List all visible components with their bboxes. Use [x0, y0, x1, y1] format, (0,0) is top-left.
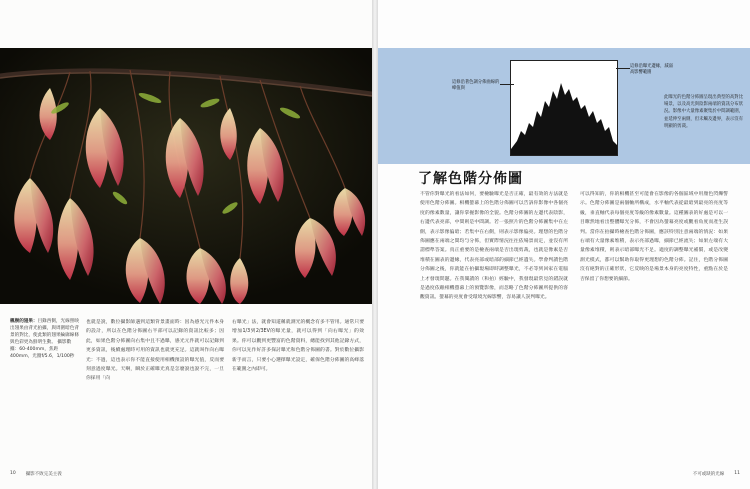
histogram-graphic: [511, 61, 617, 155]
histogram-chart: [510, 60, 618, 156]
left-book-title: 攝影不敗完美主義: [25, 472, 62, 477]
right-footer: [693, 471, 740, 477]
right-page: [378, 0, 750, 489]
left-body-column-2: 右曝光」法，就會知道稱就測光的概念有多不管用。通常只要增加1/3到2/3EV的曝光量，就可以得到「向右曝光」的效果。你可以觀到更豐富的色階資料，總能找到其他記錄方式，你可以先作好許多探討曝光和色階分佈圖的書。對於數位攝影新手而言，只要小心選擇曝光設定，確保色階分佈圖的高峰落在範圍之內即可。: [232, 320, 364, 373]
caption-text: 目錄西側，光線照映出翅果由背光拍攝，與周圍暗色背景的對比，使此類的翅果輪廓線條與色彩更為鮮明生動。 攝影數據：60-400mm，焦距 400mm，光圈f/5.6，1/100秒: [10, 319, 79, 359]
annotation-leader-left: [500, 84, 514, 85]
right-body-column-2: 可以得知的，你的相機甚至可能會在影像的各個區域中用顏色閃爍警示。色階分佈圖是兩個軸所構成，水平軸代表從最暗到最亮的亮度等級，垂直軸代表每個亮度等級的像素數量。這種圖表的好處是可以一目瞭然地看出整體曝光分佈，不會因為螢幕亮度或觀看角度而產生誤判。當你在拍攝時檢查色階分佈圖，應該特別注意兩端的情況：如果右端有大量像素堆積，表示亮部過曝，細節已經流失；如果左端有大量像素堆積，則表示暗部曝光不足。適度的調整曝光補償，或是改變測光模式，都可以幫助你取得更理想的色階分佈。記住，色階分佈圖沒有絕對的正確形狀，它反映的是場景本身的亮度特性，重點在於是否保留了你想要的細節。: [580, 192, 728, 282]
caption-lead: 楓樹的翅果：: [10, 319, 38, 324]
section-title: 了解色階分佈圖: [418, 171, 523, 187]
maple-seeds-photo: [0, 48, 372, 304]
photo-caption: [10, 318, 80, 360]
histogram-annotation-right: 這條沿曝光邊緣，減弱高影響範圍: [630, 64, 673, 75]
annotation-leader-right: [616, 68, 630, 69]
right-page-number: 11: [734, 471, 740, 476]
right-chapter-title: 不可或缺的光線: [692, 472, 725, 477]
left-footer: [10, 471, 62, 477]
left-page: [0, 0, 372, 489]
left-body-column-1: 也就是說，數位攝影師遇到這類背景畫面時：因為感光元件本身的設計，所以在色階分佈圖右半部可以記錄的資訊比較多；因此，如果色階分佈圖向右集中且不過曝，感光元件就可以記錄到更多資訊，後續處理時可用的資訊也就更充足。這就叫作向右曝光：不過，這也表示你不能直接使用相機預設的曝光值，反而要刻意過度曝光。天啊，瞬於正確曝光真是怎麼說也說不完，一旦你採用「向: [86, 320, 224, 382]
histogram-side-note: 此曝光的色階分佈圖呈現出典型的高對比場景，以及高光與陰影兩端的資訊分布狀況。影像中大量像素聚集於中間調範圍，並延伸至兩側，但未觸及邊界，表示沒有明顯的剪裁。: [664, 95, 744, 129]
maple-seeds-illustration: [0, 48, 372, 304]
left-page-number: 10: [10, 471, 16, 476]
right-body-column-1: 不管你對曝光的看法如何，要檢驗曝光是否正確，最有效的方法就是使用色階分佈圖。相機螢幕上的色階分佈圖可以告訴你影像中各個亮度的像素數量，讓你掌握影像的全貌。色階分佈圖的左邊代表陰影，右邊代表亮部，中間則是中間調。若一張照片的色階分佈圖集中在左側，表示影像偏暗；若集中在右側，則表示影像偏亮。理想的色階分佈圖應在兩端之間均勻分佈，但實際情況往往依場景而定，並沒有所謂標準答案。真正重要的是檢查兩端是否出現剪裁，也就是像素是否堆積在圖表的邊緣，代表亮部或暗部的細節已經遺失。學會判讀色階分佈圖之後，你就能在拍攝現場即時調整曝光，不必等到回家在電腦上才發現問題。在我閱讀的（和拍）經驗中，我發現最常見的錯誤就是過度依賴相機螢幕上的預覽影像，而忽略了色階分佈圖所提供的客觀資訊。螢幕的亮度會受環境光線影響，容易讓人誤判曝光。: [420, 192, 568, 301]
histogram-annotation-left: 這條沿著色調分佈曲線的峰值與: [452, 80, 500, 91]
